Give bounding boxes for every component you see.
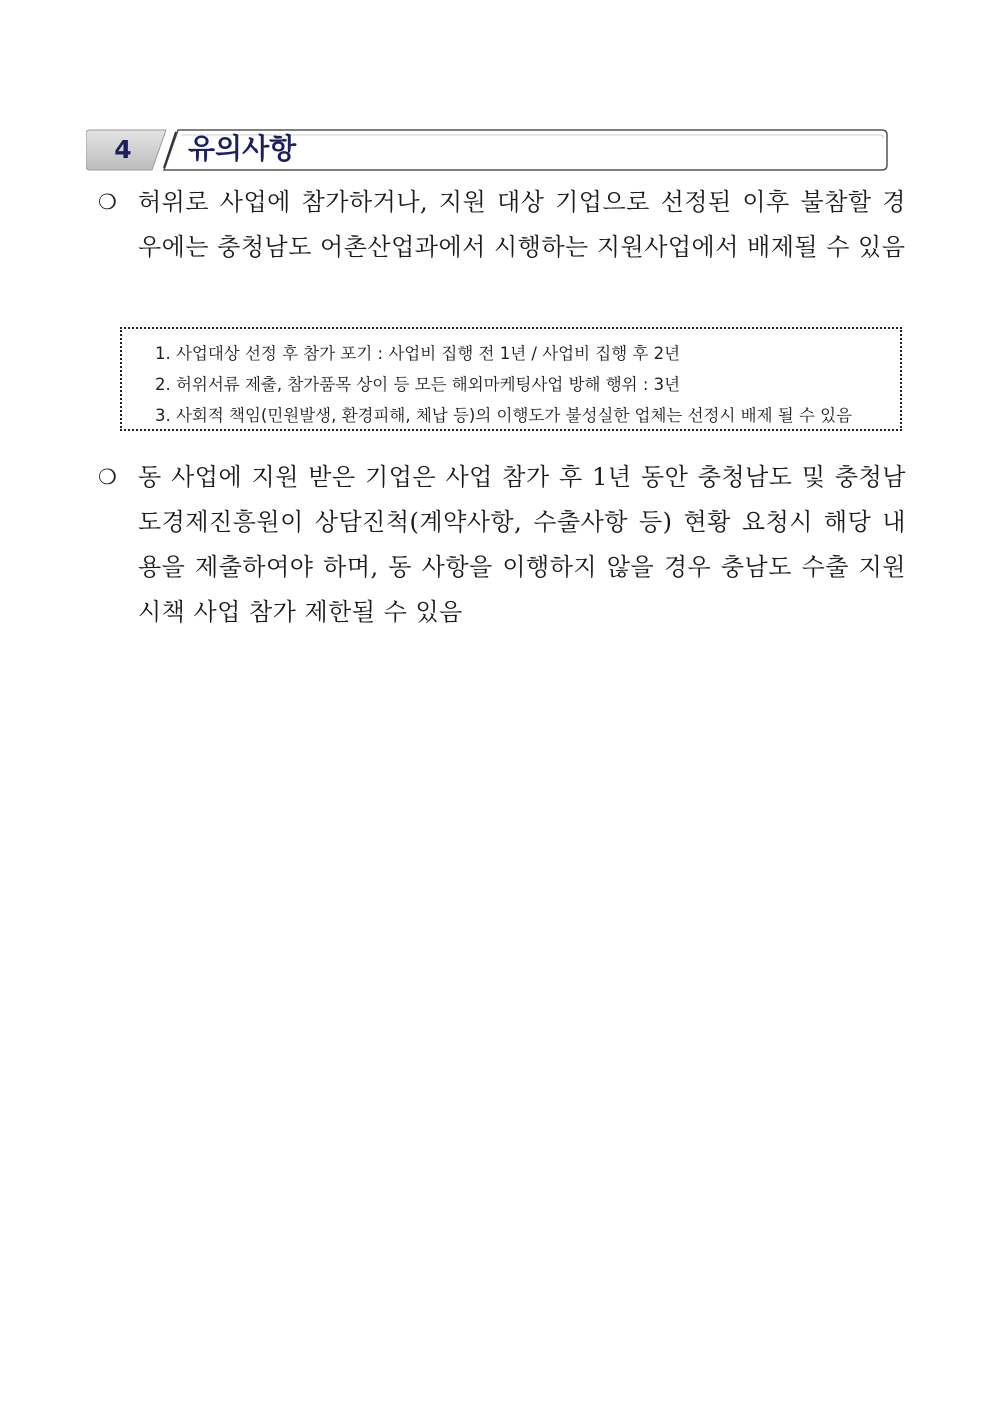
section-header: [86, 128, 888, 172]
section-title: 유의사항: [188, 132, 297, 165]
paragraph-1: [98, 180, 906, 270]
circle-bullet-icon: ❍: [98, 190, 118, 214]
circle-bullet-icon: ❍: [98, 465, 118, 489]
note-item: 3. 사회적 책임(민원발생, 환경피해, 체납 등)의 이행도가 불성실한 업체는 선정시 배제 될 수 있음: [155, 406, 853, 425]
paragraph-2: [98, 455, 906, 635]
section-number: 4: [114, 135, 132, 164]
penalty-note-box: [120, 327, 902, 431]
note-item: 1. 사업대상 선정 후 참가 포기 : 사업비 집행 전 1년 / 사업비 집행 후 2년: [155, 344, 681, 363]
paragraph-text: 동 사업에 지원 받은 기업은 사업 참가 후 1년 동안 충청남도 및 충청남도경제진흥원이 상담진척(계약사항, 수출사항 등) 현황 요청시 해당 내용을 제출하여야 하며, 동 사항을 이행하지 않을 경우 충남도 수출 지원시책 사업 참가 제한될 수 있음: [138, 463, 906, 626]
note-item: 2. 허위서류 제출, 참가품목 상이 등 모든 해외마케팅사업 방해 행위 : 3년: [155, 375, 681, 394]
paragraph-text: 허위로 사업에 참가하거나, 지원 대상 기업으로 선정된 이후 불참할 경우에는 충청남도 어촌산업과에서 시행하는 지원사업에서 배제될 수 있음: [138, 188, 906, 261]
